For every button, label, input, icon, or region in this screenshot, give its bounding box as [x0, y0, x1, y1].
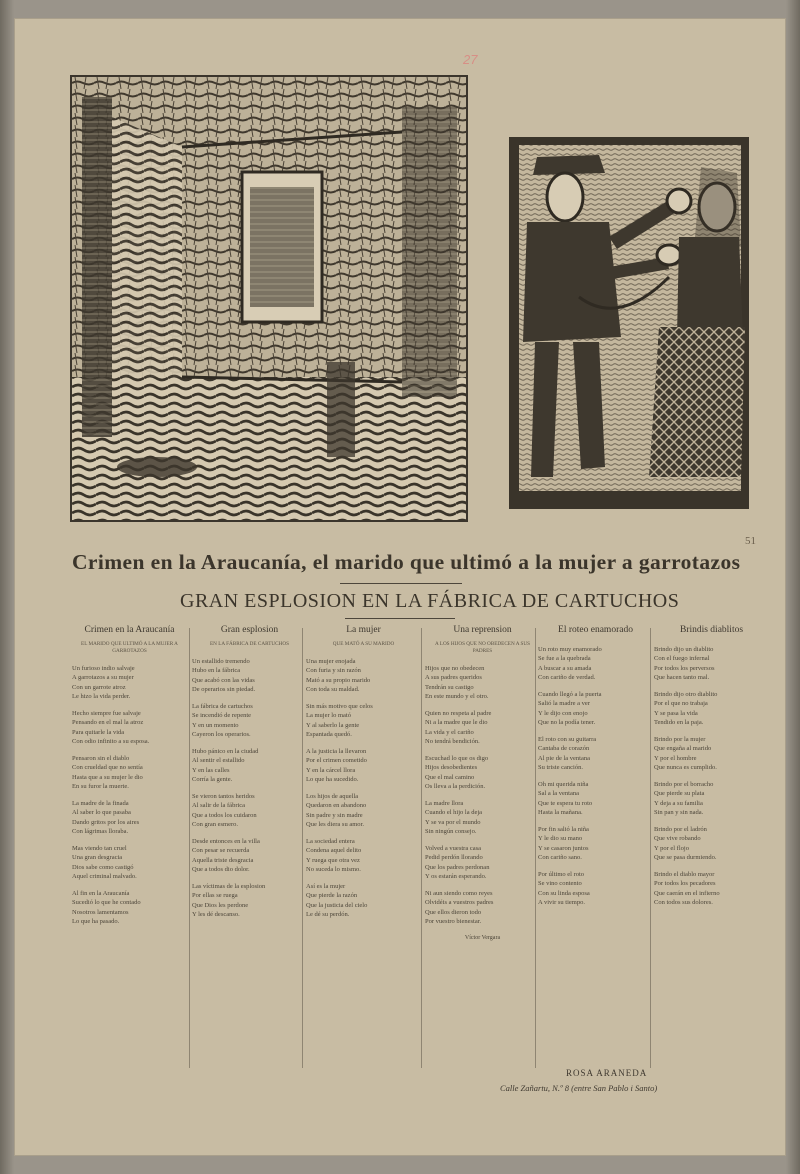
stanza — [306, 792, 421, 830]
verse-line: A sus padres queridos — [425, 674, 482, 681]
woodcut-two-figures — [509, 137, 749, 509]
stanza — [306, 657, 421, 695]
verse-line: Brindo por el ladrón — [654, 825, 707, 833]
verse-line: Brindo dijo otro diablito — [654, 690, 718, 698]
verse-line: Hasta la mañana. — [538, 809, 583, 816]
verse-line: Se fue a la quebrada — [538, 655, 591, 662]
stanza — [425, 754, 540, 792]
verse-line: Por ellas se ruega — [192, 892, 238, 899]
verse-line: Brindo el diablo mayor — [654, 870, 715, 878]
verse-line: En este mundo y el otro. — [425, 693, 489, 700]
verse-line: Se vino contento — [538, 880, 582, 887]
verse-line: Y se casaron juntos — [538, 844, 589, 852]
verse-line: Con furia y sin razón — [306, 667, 361, 674]
verse-line: Y por el flojo — [654, 844, 689, 852]
verse-line: Que pierde la razón — [306, 892, 358, 899]
poem-intro: EL MARIDO QUE ULTIMÓ A LA MUJER A GARROTAZOS — [81, 640, 178, 654]
verse-line: Hecho siempre fue salvaje — [72, 709, 141, 717]
verse-line: Se incendió de repente — [192, 712, 252, 719]
printer-address: Calle Zañartu, N.º 8 (entre San Pablo i Santo) — [500, 1083, 658, 1093]
poem-column-6 — [654, 626, 769, 915]
verse-line: No tendrá bendición. — [425, 738, 480, 745]
poem-end-note: Víctor Vergara — [464, 934, 501, 941]
stanza — [425, 799, 540, 837]
stanza — [192, 657, 307, 695]
poem-column-5 — [538, 626, 653, 915]
verse-line: Que acabó con las vidas — [192, 676, 255, 684]
poem-title: La mujer — [346, 625, 381, 635]
verse-line: Cayeron los operarios. — [192, 731, 251, 738]
verse-line: Ni aun siendo como reyes — [425, 889, 493, 897]
poem-title: Gran esplosion — [220, 625, 279, 635]
stanza — [72, 754, 187, 792]
verse-line: Con gran esmero. — [192, 821, 239, 828]
verse-line: Que Dios les perdone — [192, 901, 249, 909]
poem-title: Crimen en la Araucanía — [84, 625, 175, 635]
poem-stanzas — [306, 657, 421, 920]
verse-line: Un estallido tremendo — [192, 657, 250, 665]
verse-line: La sociedad entera — [306, 837, 355, 845]
verse-line: A buscar a su amada — [538, 664, 592, 672]
verse-line: Pensaron sin el diablo — [72, 754, 130, 762]
verse-line: Sin más motivo que celos — [306, 702, 373, 710]
stanza — [306, 702, 421, 740]
verse-line: Con todos sus dolores. — [654, 899, 713, 906]
stanza — [72, 844, 187, 882]
verse-line: Espantada quedó. — [306, 731, 352, 738]
headline-rule — [340, 583, 462, 584]
verse-line: Le dé su perdón. — [306, 911, 350, 918]
verse-line: Una gran desgracia — [72, 854, 123, 861]
verse-line: Por todos los pecadores — [654, 880, 716, 887]
verse-line: No suceda lo mismo. — [306, 866, 361, 873]
verse-line: Con lágrimas lloraba. — [72, 828, 129, 835]
verse-line: Por fin salió la niña — [538, 825, 589, 833]
verse-line: Que engaña al marido — [654, 745, 712, 752]
verse-line: Una mujer enojada — [306, 657, 356, 665]
verse-line: La madre de la finada — [72, 799, 129, 807]
poem-title: El roteo enamorado — [558, 625, 633, 635]
verse-line: En su furor la muerte. — [72, 783, 129, 790]
verse-line: Al sentir el estallido — [192, 757, 245, 764]
verse-line: La madre llora — [425, 799, 464, 807]
verse-line: Sin pan y sin nada. — [654, 809, 704, 816]
verse-line: Que vive robando — [654, 835, 701, 842]
stanza — [654, 645, 769, 683]
verse-line: Que los padres perdonan — [425, 863, 490, 871]
stanza — [538, 645, 653, 683]
verse-line: De operarios sin piedad. — [192, 686, 256, 693]
stanza — [72, 799, 187, 837]
verse-line: Por el que no trabaja — [654, 700, 708, 707]
verse-line: Tendido en la paja. — [654, 719, 704, 726]
verse-line: Oh mi querida niña — [538, 780, 589, 788]
verse-line: Hijos que no obedecen — [425, 664, 485, 672]
verse-line: Con un garrote atroz — [72, 683, 126, 691]
verse-line: Brindo dijo un diablito — [654, 645, 714, 653]
verse-line: El roto con su guitarra — [538, 735, 597, 743]
verse-line: Quien no respeta al padre — [425, 709, 492, 717]
verse-line: Con pesar se recuerda — [192, 847, 250, 854]
stanza — [192, 702, 307, 740]
stanza — [425, 844, 540, 882]
poem-title: Una reprension — [453, 625, 512, 635]
poem-stanzas — [192, 657, 307, 920]
verse-line: Pedid perdón llorando — [425, 854, 483, 861]
verse-line: Mas viendo tan cruel — [72, 844, 127, 852]
stanza — [654, 780, 769, 818]
verse-line: Pensando en el mal la atroz — [72, 719, 144, 726]
verse-line: Cuando el hijo la deja — [425, 809, 483, 816]
stanza — [538, 780, 653, 818]
verse-line: La fábrica de cartuchos — [192, 702, 253, 710]
verse-line: Y en las calles — [192, 766, 230, 774]
verse-line: Salió la madre a ver — [538, 700, 590, 707]
stanza — [425, 709, 540, 747]
verse-line: Hijos desobedientes — [425, 764, 478, 771]
verse-line: Por último el roto — [538, 870, 585, 878]
verse-line: Con el fuego infernal — [654, 655, 710, 662]
verse-line: Y le dijo con enojo — [538, 709, 588, 717]
poem-column-4 — [425, 626, 540, 943]
verse-line: Sin padre y sin madre — [306, 811, 363, 819]
stanza — [192, 882, 307, 920]
verse-line: Brindo por el borracho — [654, 780, 714, 788]
stanza — [538, 870, 653, 908]
verse-line: Y por el hombre — [654, 754, 697, 762]
verse-line: A vivir su tiempo. — [538, 899, 585, 906]
verse-line: Por todos los perversos — [654, 664, 715, 672]
poem-title: Brindis diablitos — [679, 625, 744, 635]
verse-line: Le hizo la vida perder. — [72, 693, 131, 700]
verse-line: Al fin en la Araucanía — [72, 889, 130, 897]
verse-line: Y en la cárcel llora — [306, 766, 356, 774]
verse-line: Y se pasa la vida — [654, 709, 698, 717]
verse-line: Mató a su propio marido — [306, 676, 371, 684]
verse-line: Condena aquel delito — [306, 847, 362, 854]
verse-line: Desde entonces en la villa — [192, 837, 260, 845]
verse-line: Con cariño de verdad. — [538, 674, 596, 681]
verse-line: Y les dé descanso. — [192, 911, 240, 918]
page-number-annotation: 27 — [463, 52, 478, 67]
woodcut-figures-illustration — [509, 137, 749, 509]
verse-line: Hasta que a su mujer le dio — [72, 773, 143, 781]
verse-line: Brindo por la mujer — [654, 735, 706, 743]
verse-line: Un furioso indio salvaje — [72, 664, 135, 672]
verse-line: Que la justicia del cielo — [306, 901, 368, 909]
verse-line: Los hijos de aquella — [306, 792, 359, 800]
verse-line: La vida y el cariño — [425, 728, 474, 736]
verse-line: Sin ningún consejo. — [425, 828, 477, 835]
verse-line: Lo que ha pasado. — [72, 918, 120, 925]
verse-line: Y al saberlo la gente — [306, 721, 360, 729]
verse-line: Olvidéis a vuestros padres — [425, 899, 494, 906]
verse-line: Y le dio su mano — [538, 835, 583, 842]
verse-line: Cuando llegó a la puerta — [538, 690, 602, 698]
printer-name: ROSA ARANEDA — [566, 1068, 648, 1078]
stanza — [654, 690, 769, 728]
verse-line: A la justicia la llevaron — [306, 747, 367, 755]
verse-line: Que a todos dio dolor. — [192, 866, 250, 873]
column-divider — [302, 628, 303, 1068]
column-divider — [650, 628, 651, 1068]
stanza — [72, 889, 187, 927]
verse-line: Volved a vuestra casa — [425, 844, 482, 852]
verse-line: Que caerán en el infierno — [654, 889, 720, 897]
verse-line: Que se pasa durmiendo. — [654, 854, 717, 861]
poem-column-1 — [72, 626, 187, 934]
verse-line: Escuchad lo que os digo — [425, 754, 489, 762]
verse-line: Tendrán su castigo — [425, 683, 474, 691]
stanza — [306, 837, 421, 875]
verse-line: Que te espera tu roto — [538, 799, 593, 807]
verse-line: Quedaron en abandono — [306, 802, 367, 809]
verse-line: Y os estarán esperando. — [425, 873, 487, 880]
verse-line: Con su linda esposa — [538, 889, 590, 897]
stanza — [425, 664, 540, 702]
stanza — [192, 837, 307, 875]
verse-line: Al salir de la fábrica — [192, 802, 246, 809]
verse-line: Para quitarle la vida — [72, 728, 125, 736]
verse-line: Un roto muy enamorado — [538, 645, 602, 653]
verse-line: Con odio infinito a su esposa. — [72, 738, 150, 745]
poem-intro: EN LA FÁBRICA DE CARTUCHOS — [210, 640, 289, 647]
stanza — [538, 735, 653, 773]
verse-line: Aquel criminal malvado. — [72, 873, 137, 880]
stanza — [425, 889, 540, 927]
verse-line: Que a todos los cuidaron — [192, 811, 257, 819]
verse-line: Que hacen tanto mal. — [654, 674, 710, 681]
main-headline: Crimen en la Araucanía, el marido que ultimó a la mujer a garrotazos — [72, 550, 741, 574]
column-divider — [189, 628, 190, 1068]
woodcut-interior-scene — [70, 75, 468, 522]
verse-line: Su triste canción. — [538, 764, 583, 771]
verse-line: Con cariño sano. — [538, 854, 582, 861]
verse-line: Por vuestro bienestar. — [425, 918, 482, 925]
poem-intro: QUE MATÓ A SU MARIDO — [332, 640, 395, 647]
verse-line: La mujer lo mató — [306, 712, 351, 719]
poem-stanzas — [425, 664, 540, 927]
verse-line: Y en un momento — [192, 721, 239, 729]
verse-line: Ni a la madre que le dio — [425, 719, 488, 726]
poem-stanzas — [538, 645, 653, 908]
verse-line: Dios sabe como castigó — [72, 863, 134, 871]
verse-line: Sucedió lo que he contado — [72, 899, 141, 906]
stanza — [72, 709, 187, 747]
verse-line: Sal a la ventana — [538, 790, 579, 797]
verse-line: Y ruega que otra vez — [306, 856, 360, 864]
stanza — [654, 825, 769, 863]
poem-intro: A LOS HIJOS QUE NO OBEDECEN A SUS PADRES — [435, 640, 530, 654]
verse-line: Hubo pánico en la ciudad — [192, 747, 259, 755]
subheadline-rule — [345, 618, 455, 619]
verse-line: Dando gritos por los aires — [72, 818, 140, 826]
stanza — [538, 825, 653, 863]
poem-column-3 — [306, 626, 421, 927]
verse-line: Corría la gente. — [192, 776, 233, 783]
verse-line: Que ellos dieron todo — [425, 908, 482, 916]
verse-line: Aquella triste desgracia — [192, 856, 254, 864]
verse-line: Que les diera su amor. — [306, 821, 364, 828]
poem-column-2 — [192, 626, 307, 927]
verse-line: Que pierde su plata — [654, 790, 705, 797]
verse-line: Y se va por el mundo — [425, 818, 481, 826]
verse-line: Por el crimen cometido — [306, 757, 367, 764]
verse-line: Os lleva a la perdición. — [425, 783, 486, 790]
verse-line: Se vieron tantos heridos — [192, 792, 255, 800]
verse-line: A garrotazos a su mujer — [72, 674, 134, 681]
verse-line: Lo que ha sucedido. — [306, 776, 359, 783]
stanza — [192, 747, 307, 785]
stanza — [654, 870, 769, 908]
verse-line: Y deja a su familia — [654, 799, 703, 807]
verse-line: Al saber lo que pasaba — [72, 809, 131, 816]
verse-line: Las víctimas de la esplosion — [192, 882, 266, 890]
poem-stanzas — [72, 664, 187, 927]
stanza — [306, 882, 421, 920]
verse-line: Que no la podía tener. — [538, 719, 596, 726]
verse-line: Que nunca es cumplido. — [654, 764, 717, 771]
stanza — [192, 792, 307, 830]
column-divider — [421, 628, 422, 1068]
sheet-corner-mark: 51 — [745, 535, 756, 547]
stanza — [72, 664, 187, 702]
verse-line: Con crueldad que no sentía — [72, 764, 143, 771]
stanza — [306, 747, 421, 785]
verse-line: Hubo en la fábrica — [192, 667, 241, 674]
verse-line: Así es la mujer — [306, 882, 346, 890]
verse-line: Que el mal camino — [425, 773, 475, 781]
woodcut-interior-illustration — [72, 77, 466, 520]
verse-line: Al pie de la ventana — [538, 754, 590, 762]
poem-stanzas — [654, 645, 769, 908]
column-divider — [535, 628, 536, 1068]
verse-line: Cantaba de corazón — [538, 745, 590, 752]
stanza — [538, 690, 653, 728]
verse-line: Nosotros lamentamos — [72, 908, 129, 916]
stanza — [654, 735, 769, 773]
verse-line: Con toda su maldad. — [306, 686, 360, 693]
sub-headline: GRAN ESPLOSION EN LA FÁBRICA DE CARTUCHOS — [180, 590, 680, 612]
